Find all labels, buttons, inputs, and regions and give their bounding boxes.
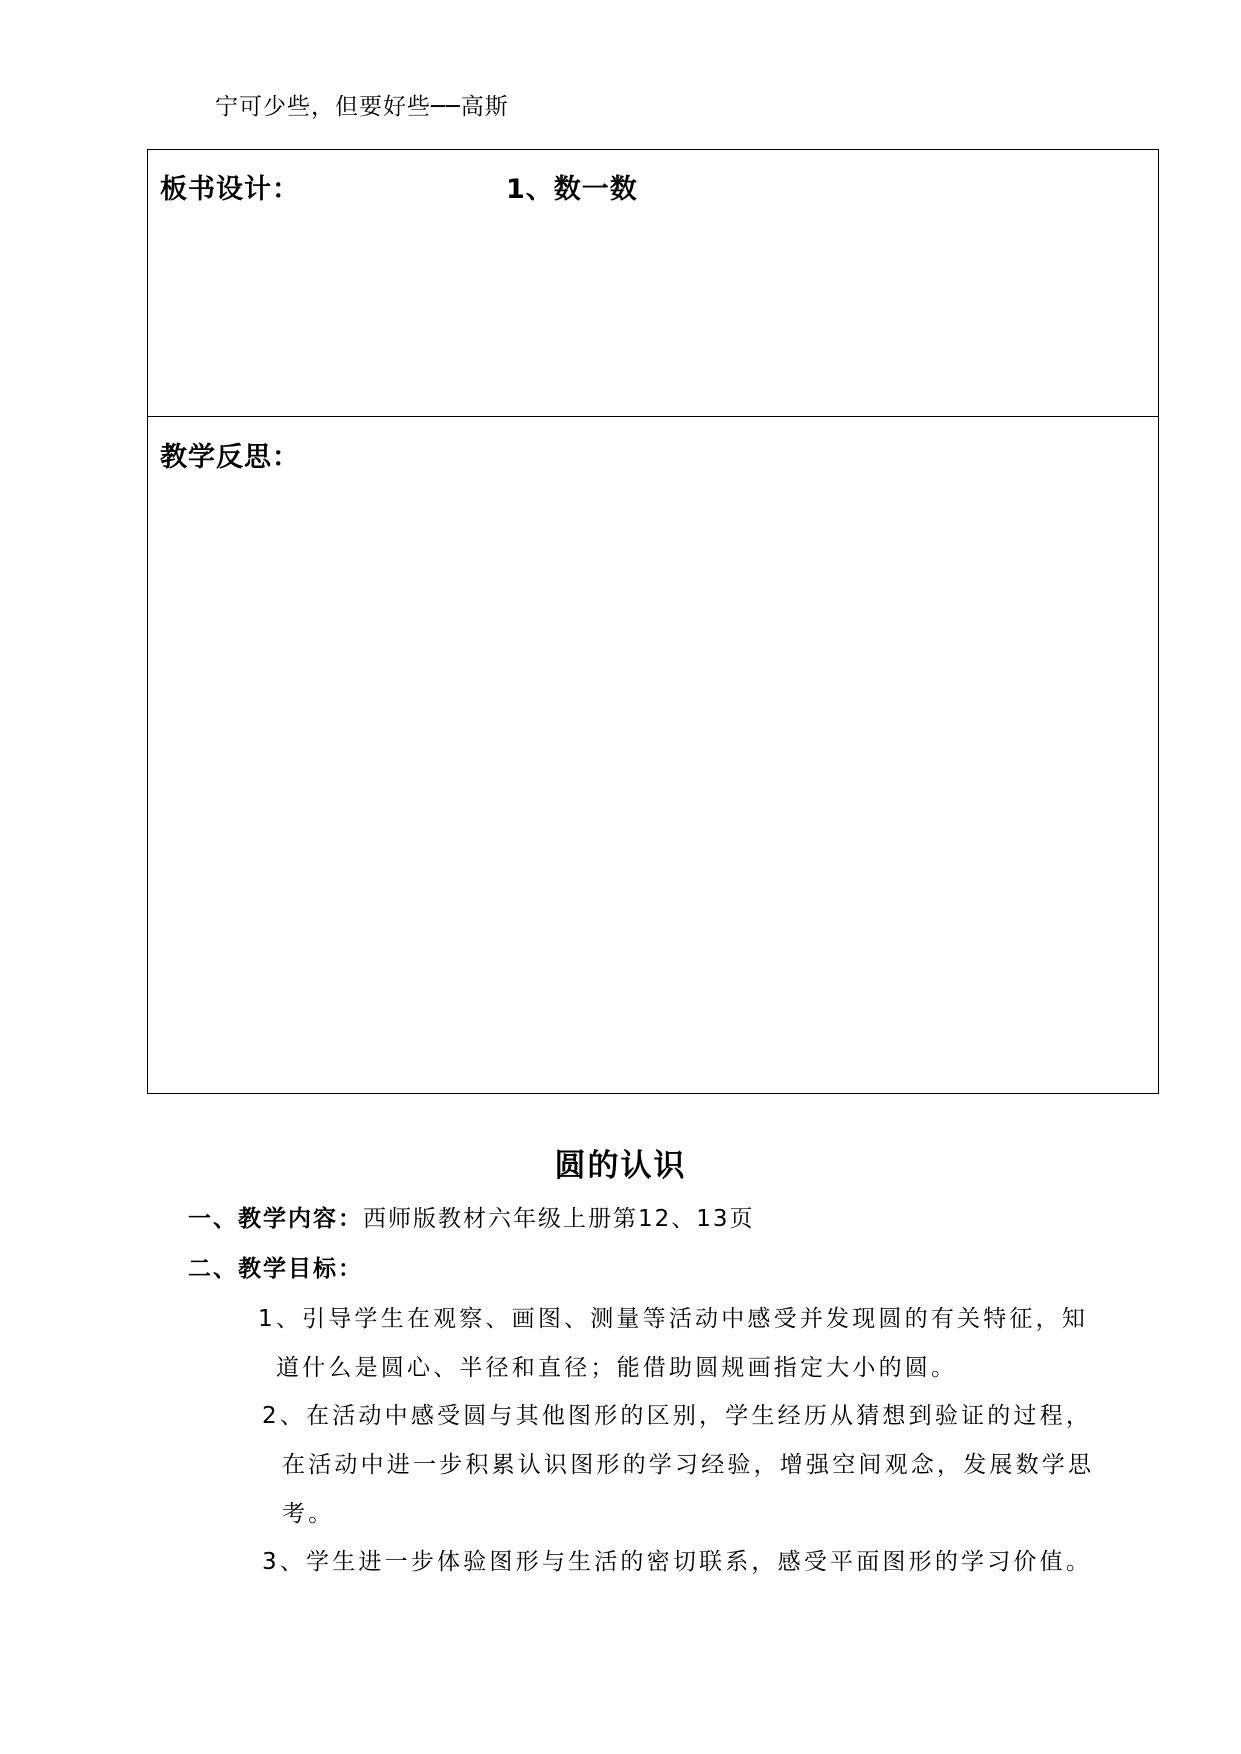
- goal-3-line-1: 3、学生进一步体验图形与生活的密切联系，感受平面图形的学习价值。: [262, 1549, 1093, 1575]
- teaching-content-heading: 一、教学内容：: [188, 1206, 363, 1232]
- teaching-content-line: [188, 1200, 755, 1233]
- goal-1-line-2: 道什么是圆心、半径和直径；能借助圆规画指定大小的圆。: [276, 1355, 958, 1381]
- board-design-label: 板书设计：: [160, 174, 300, 205]
- lesson-plan-table: [147, 149, 1159, 1094]
- goal-2-line-1: 2、在活动中感受圆与其他图形的区别，学生经历从猜想到验证的过程，: [262, 1403, 1093, 1429]
- teaching-content-text: 西师版教材六年级上册第12、13页: [363, 1206, 755, 1232]
- goal-2-line-3: 考。: [282, 1501, 335, 1527]
- goal-2-line-2: 在活动中进一步积累认识图形的学习经验，增强空间观念，发展数学思: [282, 1452, 1095, 1478]
- quote-text: 宁可少些，但要好些──高斯: [215, 94, 509, 120]
- board-design-heading: 1、数一数: [506, 174, 638, 205]
- teaching-reflection-label: 教学反思：: [160, 442, 300, 473]
- teaching-goals-heading: 二、教学目标：: [188, 1256, 363, 1282]
- table-row-divider: [148, 416, 1158, 417]
- teaching-goals-line: [188, 1250, 363, 1283]
- lesson-title: 圆的认识: [554, 1148, 687, 1184]
- goal-1-line-1: 1、引导学生在观察、画图、测量等活动中感受并发现圆的有关特征，知: [258, 1306, 1089, 1332]
